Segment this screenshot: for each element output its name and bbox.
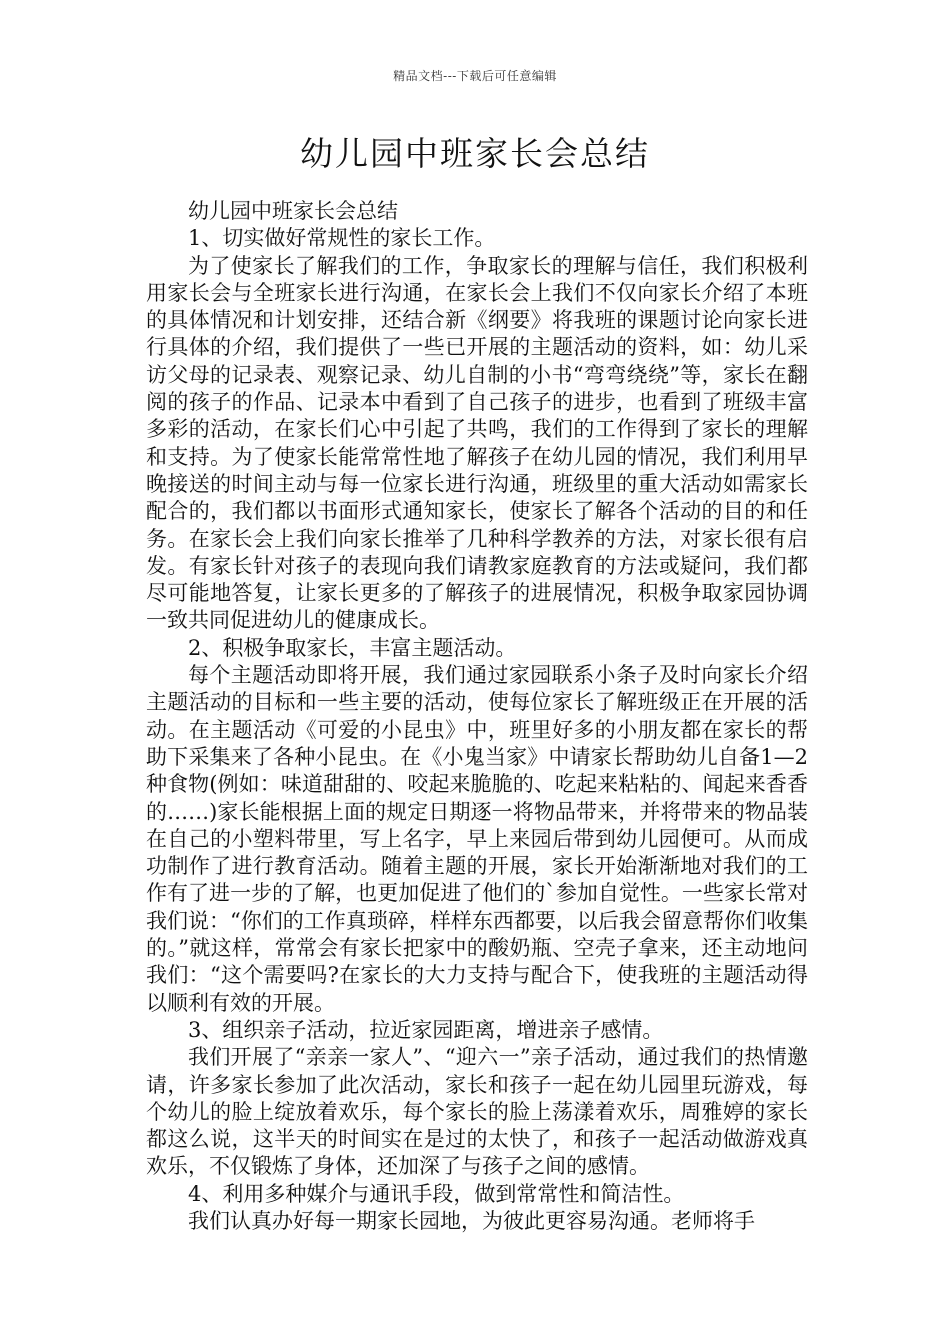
paragraph: 幼儿园中班家长会总结 [188,199,398,223]
section-heading: 3、组织亲子活动，拉近家园距离，增进亲子感情。 [188,1017,664,1042]
section-heading: 4、利用多种媒介与通讯手段，做到常常性和简洁性。 [188,1181,685,1206]
paragraph: 每个主题活动即将开展，我们通过家园联系小条子及时向家长介绍主题活动的目标和一些主要的活动，使每位家长了解班级正在开展的活动。在主题活动《可爱的小昆虫》中，班里好多的小朋友都在家长的帮助下采集来了各种小昆虫。在《小鬼当家》中请家长帮助幼儿自备1—2种食物(例如：味道甜甜的、咬起来脆脆的、吃起来粘粘的、闻起来香香的……)家长能根据上面的规定日期逐一将物品带来，并将带来的物品装在自己的小塑料带里，写上名字，早上来园后带到幼儿园便可。从而成功制作了进行教育活动。随着主题的开展，家长开始渐渐地对我们的工作有了进一步的了解，也更加促进了他们的`参加自觉性。一些家长常对我们说：“你们的工作真琐碎，样样东西都要，以后我会留意帮你们收集的。”就这样，常常会有家长把家中的酸奶瓶、空壳子拿来，还主动地问我们：“这个需要吗?在家长的大力支持与配合下，使我班的主题活动得以顺利有效的开展。 [146,663,808,1015]
document-body [146,198,808,1235]
header-note: 精品文档---下载后可任意编辑 [393,69,557,83]
section-heading: 2、积极争取家长，丰富主题活动。 [188,635,517,660]
paragraph: 为了使家长了解我们的工作，争取家长的理解与信任，我们积极利用家长会与全班家长进行沟通，在家长会上我们不仅向家长介绍了本班的具体情况和计划安排，还结合新《纲要》将我班的课题讨论向家长进行具体的介绍，我们提供了一些已开展的主题活动的资料，如：幼儿采访父母的记录表、观察记录、幼儿自制的小书“弯弯绕绕”等，家长在翻阅的孩子的作品、记录本中看到了自己孩子的进步，也看到了班级丰富多彩的活动，在家长们心中引起了共鸣，我们的工作得到了家长的理解和支持。为了使家长能常常性地了解孩子在幼儿园的情况，我们利用早晚接送的时间主动与每一位家长进行沟通，班级里的重大活动如需家长配合的，我们都以书面形式通知家长，使家长了解各个活动的目的和任务。在家长会上我们向家长推举了几种科学教养的方法，对家长很有启发。有家长针对孩子的表现向我们请教家庭教育的方法或疑问，我们都尽可能地答复，让家长更多的了解孩子的进展情况，积极争取家园协调一致共同促进幼儿的健康成长。 [146,253,808,633]
paragraph: 我们认真办好每一期家长园地，为彼此更容易沟通。老师将手 [188,1208,755,1233]
paragraph: 我们开展了“亲亲一家人”、“迎六一”亲子活动，通过我们的热情邀请，许多家长参加了此次活动，家长和孩子一起在幼儿园里玩游戏，每个幼儿的脸上绽放着欢乐，每个家长的脸上荡漾着欢乐，周雅婷的家长都这么说，这半天的时间实在是过的太快了，和孩子一起活动做游戏真欢乐，不仅锻炼了身体，还加深了与孩子之间的感情。 [146,1045,808,1179]
section-heading: 1、切实做好常规性的家长工作。 [188,226,496,251]
document-title: 幼儿园中班家长会总结 [300,134,650,173]
